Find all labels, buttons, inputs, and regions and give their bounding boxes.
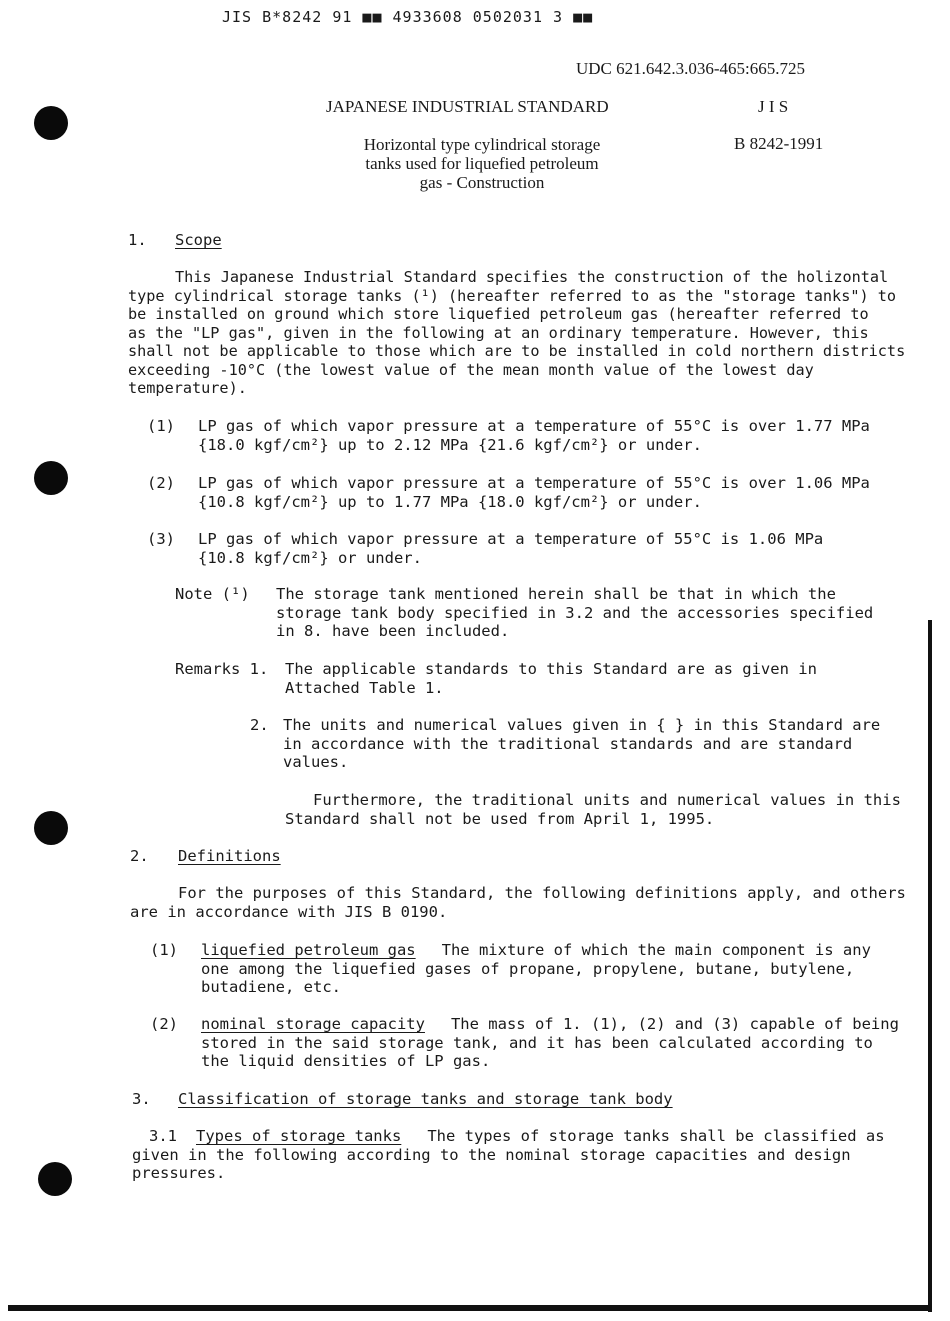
list-item-number: (3): [147, 530, 175, 548]
jis-mark: J I S: [758, 97, 789, 116]
list-item-line: {10.8 kgf/cm²} or under.: [198, 548, 422, 567]
note-text: [276, 585, 873, 641]
udc-number: UDC 621.642.3.036-465:665.725: [576, 59, 806, 78]
standard-name: JAPANESE INDUSTRIAL STANDARD: [326, 97, 609, 116]
title-line: Horizontal type cylindrical storage: [363, 135, 601, 154]
right-border-rule: [928, 620, 932, 1312]
section3-title: Classification of storage tanks and storage tank body: [178, 1090, 673, 1108]
definition-number: (2): [150, 1015, 178, 1033]
punch-hole: [38, 1162, 72, 1196]
paragraph-line: as the "LP gas", given in the following at an ordinary temperature. However, this: [128, 323, 869, 342]
paragraph-line: For the purposes of this Standard, the following definitions apply, and others: [178, 884, 906, 902]
remark-line: Furthermore, the traditional units and numerical values in this: [313, 791, 901, 809]
paragraph-line: exceeding -10°C (the lowest value of the mean month value of the lowest day: [128, 360, 814, 379]
punch-hole: [34, 811, 68, 845]
list-item-number: (2): [147, 474, 175, 492]
section1-title: Scope: [175, 231, 222, 249]
definitions-paragraph: [130, 884, 906, 921]
list-item-line: {18.0 kgf/cm²} up to 2.12 MPa {21.6 kgf/cm²} or under.: [198, 435, 702, 454]
punch-hole: [34, 461, 68, 495]
definition-term: liquefied petroleum gas: [201, 941, 416, 959]
section3-number: 3.: [132, 1090, 151, 1108]
subsection-3-1: [132, 1127, 885, 1183]
title-line: tanks used for liquefied petroleum: [365, 154, 599, 173]
punch-hole: [34, 106, 68, 140]
section2-title: Definitions: [178, 847, 281, 865]
header-code-line: JIS B*8242 91 ■■ 4933608 0502031 3 ■■: [222, 8, 594, 26]
subsection-line: pressures.: [132, 1164, 226, 1182]
paragraph-line: This Japanese Industrial Standard specifies the construction of the holizontal: [175, 268, 889, 286]
list-item-line: LP gas of which vapor pressure at a temperature of 55°C is 1.06 MPa: [198, 530, 824, 548]
list-item: [198, 530, 823, 567]
note-line: The storage tank mentioned herein shall be that in which the: [276, 585, 836, 603]
subsection-text: The types of storage tanks shall be classified as: [427, 1127, 885, 1145]
definition-term: nominal storage capacity: [201, 1015, 425, 1033]
definition-text: The mixture of which the main component is any: [441, 941, 871, 959]
subsection-number: 3.1: [149, 1127, 177, 1145]
paragraph-line: temperature).: [128, 379, 247, 397]
remark-line: Standard shall not be used from April 1, 1995.: [285, 809, 715, 828]
list-item-line: LP gas of which vapor pressure at a temperature of 55°C is over 1.06 MPa: [198, 474, 870, 492]
paragraph-line: be installed on ground which store liquefied petroleum gas (hereafter referred to: [128, 305, 869, 323]
note-line: in 8. have been included.: [276, 622, 510, 640]
list-item-line: LP gas of which vapor pressure at a temperature of 55°C is over 1.77 MPa: [198, 417, 870, 435]
note-line: storage tank body specified in 3.2 and the accessories specified: [276, 603, 874, 622]
standard-number: B 8242-1991: [734, 134, 824, 153]
remark-1: [285, 660, 817, 697]
remark-line: The applicable standards to this Standard are as given in: [285, 660, 817, 678]
remark-line: The units and numerical values given in { } in this Standard are: [283, 716, 881, 734]
list-item: [198, 417, 870, 454]
paragraph-line: type cylindrical storage tanks (¹) (hereafter referred to as the "storage tanks") to: [128, 286, 897, 305]
remarks-label: Remarks 1.: [175, 660, 269, 678]
section1-number: 1.: [128, 231, 147, 249]
paragraph-line: are in accordance with JIS B 0190.: [130, 902, 448, 921]
remark-line: Attached Table 1.: [285, 678, 444, 697]
definition-line: one among the liquefied gases of propane, propylene, butane, butylene,: [201, 959, 855, 978]
definition-item: [201, 941, 871, 997]
remark-line: values.: [283, 753, 349, 771]
bottom-border-rule: [8, 1305, 932, 1311]
section2-number: 2.: [130, 847, 149, 865]
paragraph-line: shall not be applicable to those which are to be installed in cold northern districts: [128, 342, 906, 360]
list-item-number: (1): [147, 417, 175, 435]
subsection-title: Types of storage tanks: [196, 1127, 402, 1145]
list-item-line: {10.8 kgf/cm²} up to 1.77 MPa {18.0 kgf/cm²} or under.: [198, 492, 702, 511]
definition-line: stored in the said storage tank, and it has been calculated according to: [201, 1033, 873, 1052]
definition-line: butadiene, etc.: [201, 978, 341, 996]
definition-number: (1): [150, 941, 178, 959]
remark-2-number: 2.: [250, 716, 269, 734]
scope-paragraph: [128, 268, 905, 398]
definition-text: The mass of 1. (1), (2) and (3) capable of being: [450, 1015, 899, 1033]
subsection-line: given in the following according to the nominal storage capacities and design: [132, 1145, 851, 1164]
note-label: Note (¹): [175, 585, 250, 603]
document-title: [322, 135, 642, 192]
remark-line: in accordance with the traditional standards and are standard: [283, 734, 853, 753]
definition-line: the liquid densities of LP gas.: [201, 1052, 491, 1070]
title-line: gas - Construction: [419, 173, 545, 192]
remark-2-continued: [285, 791, 901, 828]
definition-item: [201, 1015, 899, 1071]
remark-2: [283, 716, 880, 772]
list-item: [198, 474, 870, 511]
